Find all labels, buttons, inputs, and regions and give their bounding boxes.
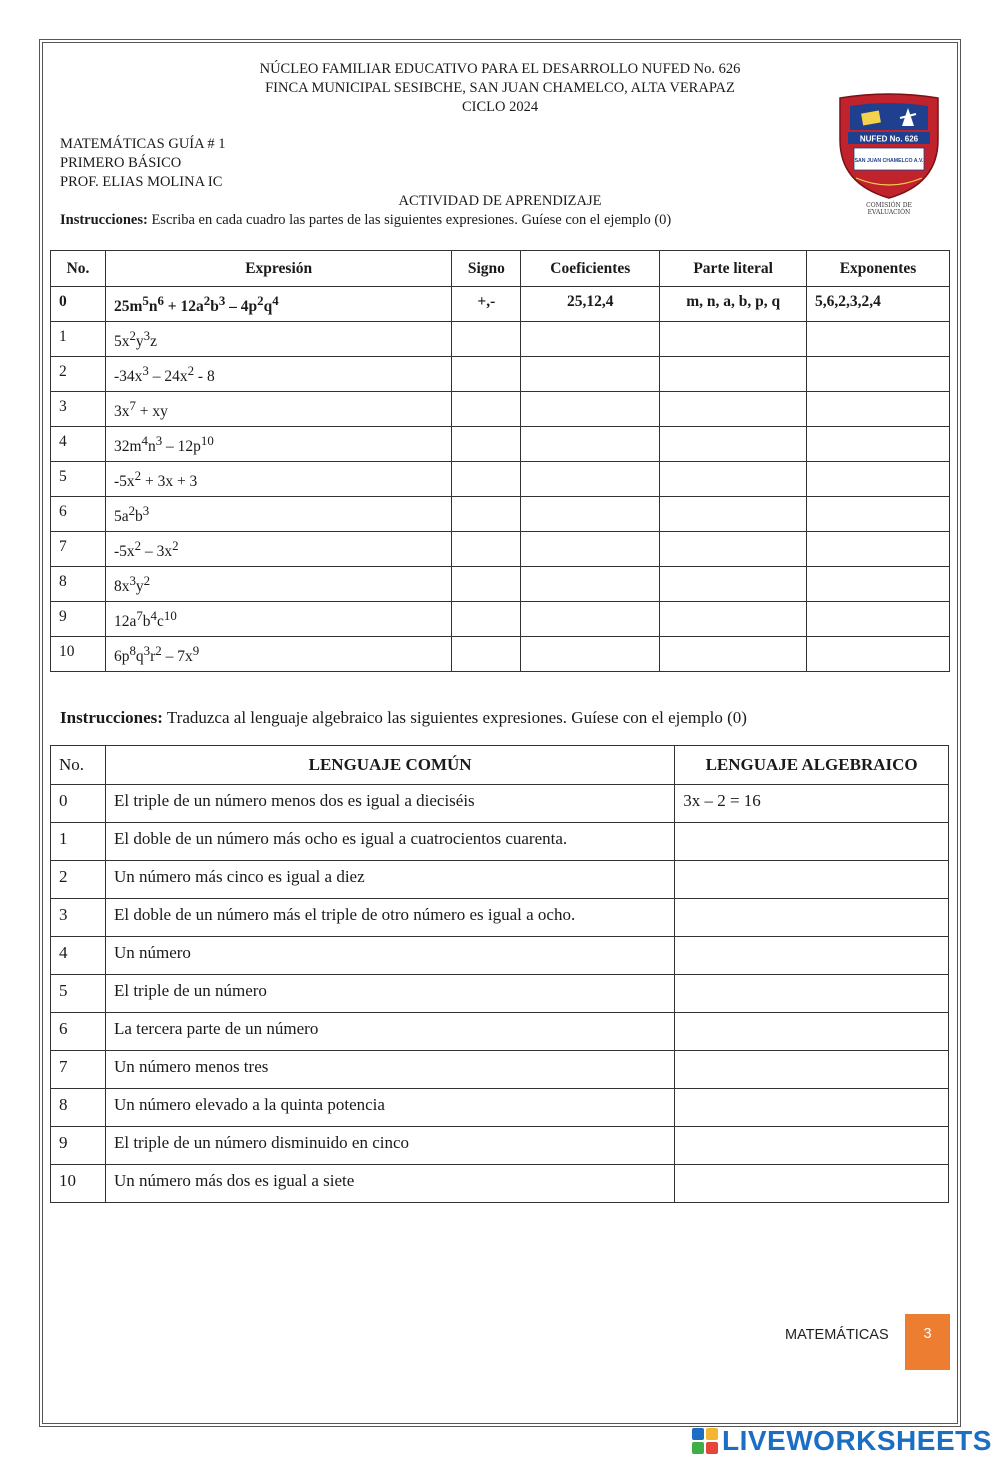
literal-answer-cell[interactable] [660, 392, 807, 427]
common-language-text: Un número [105, 937, 674, 975]
example-coefficients: 25,12,4 [521, 287, 660, 322]
literal-answer-cell[interactable] [660, 462, 807, 497]
coefficients-answer-cell[interactable] [521, 357, 660, 392]
exponents-answer-cell[interactable] [807, 602, 950, 637]
coefficients-answer-cell[interactable] [521, 462, 660, 497]
exponents-answer-cell[interactable] [807, 322, 950, 357]
row-expression: $8x^3y^2$ [105, 567, 451, 602]
example-exponents: 5,6,2,3,2,4 [807, 287, 950, 322]
activity-title: ACTIVIDAD DE APRENDIZAJE [398, 193, 602, 209]
algebraic-answer-cell[interactable] [675, 861, 949, 899]
expressions-table [50, 250, 950, 672]
common-language-text: El triple de un número [105, 975, 674, 1013]
row-number: 0 [51, 785, 106, 823]
algebraic-answer-cell[interactable] [675, 1165, 949, 1203]
translation-row [51, 937, 949, 975]
row-number: 9 [51, 602, 106, 637]
header-expression: Expresión [105, 251, 451, 287]
liveworksheets-text: LIVEWORKSHEETS [722, 1425, 992, 1456]
header-literal: Parte literal [660, 251, 807, 287]
coefficients-answer-cell[interactable] [521, 602, 660, 637]
literal-answer-cell[interactable] [660, 357, 807, 392]
literal-answer-cell[interactable] [660, 567, 807, 602]
header-algebraic-language: LENGUAJE ALGEBRAICO [675, 746, 949, 785]
row-number: 7 [51, 1051, 106, 1089]
algebraic-answer-cell[interactable] [675, 899, 949, 937]
row-number: 4 [51, 427, 106, 462]
expression-row [51, 357, 950, 392]
header-coefficients: Coeficientes [521, 251, 660, 287]
example-row [51, 287, 950, 322]
algebraic-answer-cell[interactable] [675, 1051, 949, 1089]
row-number: 8 [51, 567, 106, 602]
common-language-text: Un número más dos es igual a siete [105, 1165, 674, 1203]
expression-row [51, 567, 950, 602]
translation-row [51, 1089, 949, 1127]
page-number: 3 [905, 1314, 950, 1370]
literal-answer-cell[interactable] [660, 322, 807, 357]
algebraic-answer-cell[interactable] [675, 975, 949, 1013]
row-number: 5 [51, 462, 106, 497]
common-language-text: El triple de un número menos dos es igual a dieciséis [105, 785, 674, 823]
row-number: 4 [51, 937, 106, 975]
header-no: No. [51, 251, 106, 287]
translation-row [51, 1013, 949, 1051]
algebraic-answer-cell[interactable] [675, 937, 949, 975]
header-line-2: FINCA MUNICIPAL SESIBCHE, SAN JUAN CHAMELCO, ALTA VERAPAZ [265, 80, 735, 96]
row-number: 10 [51, 637, 106, 672]
teacher-label: PROF. ELIAS MOLINA IC [60, 174, 223, 190]
example-expression: $25m^5n^6 + 12a^2b^3 - 4p^2q^4$ [105, 287, 451, 322]
row-number: 9 [51, 1127, 106, 1165]
instructions-1-text: Escriba en cada cuadro las partes de las siguientes expresiones. Guíese con el ejemplo (0) [147, 212, 672, 228]
common-language-text: Un número menos tres [105, 1051, 674, 1089]
row-number: 7 [51, 532, 106, 567]
literal-answer-cell[interactable] [660, 637, 807, 672]
row-number: 3 [51, 392, 106, 427]
exponents-answer-cell[interactable] [807, 497, 950, 532]
translation-row [51, 785, 949, 823]
row-expression: $-5x^2 + 3x + 3$ [105, 462, 451, 497]
example-sign: +,- [452, 287, 521, 322]
instructions-2 [60, 708, 747, 728]
row-number: 3 [51, 899, 106, 937]
row-number: 5 [51, 975, 106, 1013]
logo-caption-line-1: COMISIÓN DE [866, 202, 912, 209]
sign-answer-cell[interactable] [452, 462, 521, 497]
coefficients-answer-cell[interactable] [521, 532, 660, 567]
expression-row [51, 637, 950, 672]
row-number: 2 [51, 357, 106, 392]
exponents-answer-cell[interactable] [807, 392, 950, 427]
sign-answer-cell[interactable] [452, 392, 521, 427]
translation-row [51, 1127, 949, 1165]
instructions-1-label: Instrucciones: [60, 212, 148, 228]
common-language-text: El doble de un número más ocho es igual a cuatrocientos cuarenta. [105, 823, 674, 861]
sign-answer-cell[interactable] [452, 497, 521, 532]
subject-label: MATEMÁTICAS GUÍA # 1 [60, 136, 226, 152]
coefficients-answer-cell[interactable] [521, 322, 660, 357]
expression-row [51, 462, 950, 497]
coefficients-answer-cell[interactable] [521, 392, 660, 427]
translation-row [51, 823, 949, 861]
row-expression: $5x^2y^3z$ [105, 322, 451, 357]
literal-answer-cell[interactable] [660, 602, 807, 637]
expression-row [51, 602, 950, 637]
exponents-answer-cell[interactable] [807, 637, 950, 672]
literal-answer-cell[interactable] [660, 532, 807, 567]
liveworksheets-logo-icon [692, 1428, 718, 1454]
instructions-1 [60, 212, 671, 229]
row-expression: $6p^8q^3r^2 - 7x^9$ [105, 637, 451, 672]
sign-answer-cell[interactable] [452, 427, 521, 462]
row-number: 6 [51, 1013, 106, 1051]
algebraic-answer-cell[interactable] [675, 1013, 949, 1051]
expression-row [51, 532, 950, 567]
expression-row [51, 497, 950, 532]
coefficients-answer-cell[interactable] [521, 497, 660, 532]
algebraic-answer-cell[interactable] [675, 1089, 949, 1127]
instructions-2-text: Traduzca al lenguaje algebraico las siguientes expresiones. Guíese con el ejemplo (0) [162, 708, 747, 727]
footer-subject: MATEMÁTICAS [785, 1327, 889, 1343]
algebraic-answer-cell[interactable] [675, 823, 949, 861]
common-language-text: Un número más cinco es igual a diez [105, 861, 674, 899]
row-expression: $-34x^3 - 24x^2 - 8$ [105, 357, 451, 392]
exponents-answer-cell[interactable] [807, 427, 950, 462]
common-language-text: Un número elevado a la quinta potencia [105, 1089, 674, 1127]
row-expression: $-5x^2 - 3x^2$ [105, 532, 451, 567]
row-number: 1 [51, 322, 106, 357]
common-language-text: El triple de un número disminuido en cinco [105, 1127, 674, 1165]
translation-row [51, 975, 949, 1013]
sign-answer-cell[interactable] [452, 637, 521, 672]
expressions-header-row [51, 251, 950, 287]
common-language-text: El doble de un número más el triple de otro número es igual a ocho. [105, 899, 674, 937]
row-number: 1 [51, 823, 106, 861]
sign-answer-cell[interactable] [452, 532, 521, 567]
algebraic-answer-cell: 3x – 2 = 16 [675, 785, 949, 823]
translation-row [51, 1051, 949, 1089]
example-literal: m, n, a, b, p, q [660, 287, 807, 322]
header-line-1: NÚCLEO FAMILIAR EDUCATIVO PARA EL DESARROLLO NUFED No. 626 [259, 61, 741, 77]
literal-answer-cell[interactable] [660, 427, 807, 462]
example-no: 0 [51, 287, 106, 322]
row-number: 6 [51, 497, 106, 532]
row-number: 8 [51, 1089, 106, 1127]
coefficients-answer-cell[interactable] [521, 427, 660, 462]
row-expression: $3x^7$ + xy [105, 392, 451, 427]
expression-row [51, 427, 950, 462]
instructions-2-label: Instrucciones: [60, 708, 163, 727]
row-number: 2 [51, 861, 106, 899]
expression-row [51, 392, 950, 427]
expression-row [51, 322, 950, 357]
translation-table [50, 745, 949, 1203]
exponents-answer-cell[interactable] [807, 567, 950, 602]
exponents-answer-cell[interactable] [807, 532, 950, 567]
exponents-answer-cell[interactable] [807, 357, 950, 392]
algebraic-answer-cell[interactable] [675, 1127, 949, 1165]
logo-place-text: SAN JUAN CHAMELCO A.V. [854, 158, 924, 164]
sign-answer-cell[interactable] [452, 602, 521, 637]
liveworksheets-brand[interactable] [692, 1426, 992, 1456]
row-expression: $32m^4n^3 - 12p^{10}$ [105, 427, 451, 462]
translation-header-row [51, 746, 949, 785]
coefficients-answer-cell[interactable] [521, 637, 660, 672]
logo-caption-line-2: EVALUACIÓN [867, 209, 911, 216]
grade-label: PRIMERO BÁSICO [60, 155, 182, 171]
common-language-text: La tercera parte de un número [105, 1013, 674, 1051]
sign-answer-cell[interactable] [452, 567, 521, 602]
translation-row [51, 899, 949, 937]
header-line-3: CICLO 2024 [461, 99, 539, 115]
translation-row [51, 1165, 949, 1203]
logo-title-text: NUFED No. 626 [859, 134, 919, 144]
translation-row [51, 861, 949, 899]
exponents-answer-cell[interactable] [807, 462, 950, 497]
row-expression: $12a^7b^4c^{10}$ [105, 602, 451, 637]
literal-answer-cell[interactable] [660, 497, 807, 532]
sign-answer-cell[interactable] [452, 357, 521, 392]
coefficients-answer-cell[interactable] [521, 567, 660, 602]
header-common-language: LENGUAJE COMÚN [105, 746, 674, 785]
header-exponents: Exponentes [807, 251, 950, 287]
sign-answer-cell[interactable] [452, 322, 521, 357]
header-no-2: No. [51, 746, 106, 785]
row-expression: $5a^2b^3$ [105, 497, 451, 532]
row-number: 10 [51, 1165, 106, 1203]
header-sign: Signo [452, 251, 521, 287]
